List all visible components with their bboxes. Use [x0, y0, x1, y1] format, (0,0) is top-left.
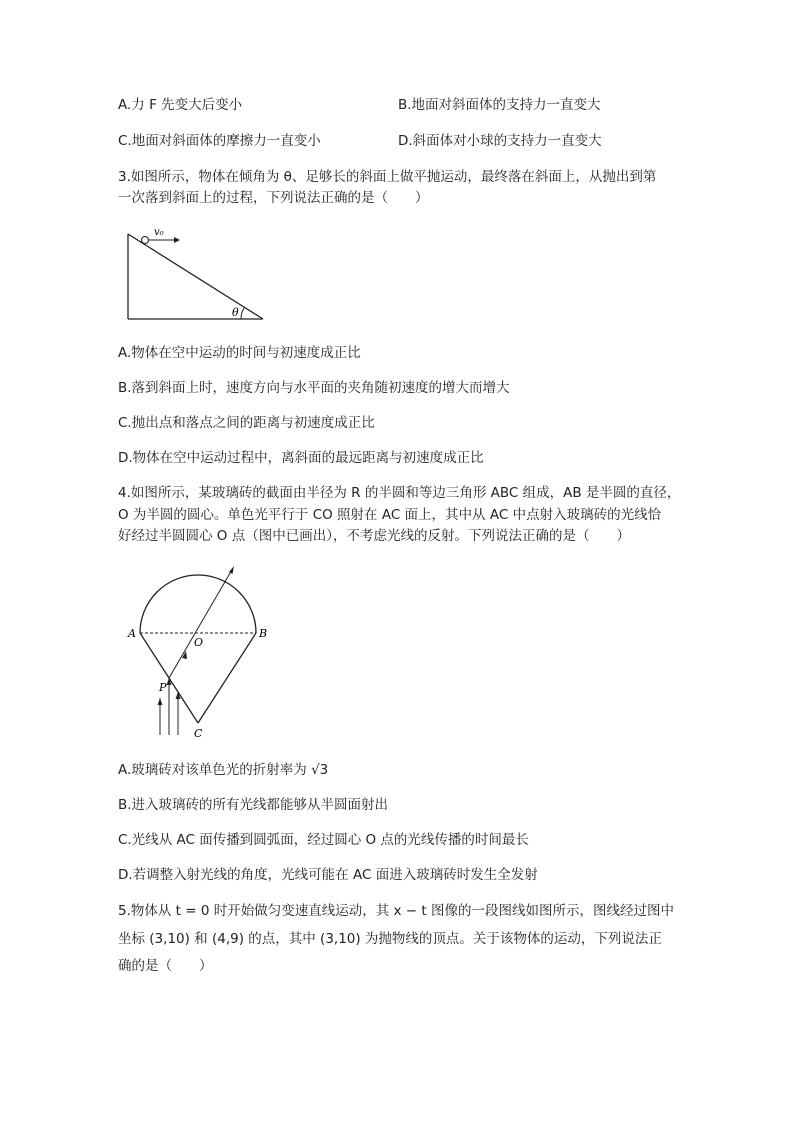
q3-option-a: A.物体在空中运动的时间与初速度成正比 [118, 345, 361, 361]
incident-ray-1-arrowhead [158, 698, 163, 705]
q3-option-b: B.落到斜面上时，速度方向与水平面的夹角随初速度的增大而增大 [118, 380, 510, 396]
q3-option-c: C.抛出点和落点之间的距离与初速度成正比 [118, 415, 375, 431]
q3-stem-line-1: 3.如图所示，物体在倾角为 θ、足够长的斜面上做平抛运动，最终落在斜面上，从抛出到第 [118, 169, 657, 185]
q3-stem-line-2: 一次落到斜面上的过程，下列说法正确的是（ ） [118, 190, 429, 206]
label-b: B [259, 627, 268, 640]
q2-option-a: A.力 F 先变大后变小 [118, 97, 243, 113]
ball [142, 237, 149, 244]
label-a: A [128, 627, 136, 640]
semicircle-arc [140, 575, 256, 633]
q2-option-b: B.地面对斜面体的支持力一直变大 [398, 97, 601, 113]
q4-option-b: B.进入玻璃砖的所有光线都能够从半圆面射出 [118, 797, 389, 813]
label-c: C [194, 727, 203, 740]
incline-slope [128, 234, 263, 319]
velocity-arrowhead [174, 237, 180, 243]
q4-option-c: C.光线从 AC 面传播到圆弧面，经过圆心 O 点的光线传播的时间最长 [118, 832, 529, 848]
q2-option-c: C.地面对斜面体的摩擦力一直变小 [118, 133, 321, 149]
theta-arc [241, 308, 244, 319]
side-bc [198, 633, 256, 723]
q5-stem-line-2: 坐标 (3,10) 和 (4,9) 的点，其中 (3,10) 为抛物线的顶点。关于该物体的运动，下列说法正 [118, 931, 662, 947]
q4-option-d: D.若调整入射光线的角度，光线可能在 AC 面进入玻璃砖时发生全发射 [118, 867, 538, 883]
q4-stem-line-1: 4.如图所示，某玻璃砖的截面由半径为 R 的半圆和等边三角形 ABC 组成，AB 是半圆的直径， [118, 485, 681, 501]
label-p: P [159, 681, 167, 694]
q5-stem-line-3: 确的是（ ） [118, 958, 213, 974]
q4-glass-prism-figure [118, 558, 278, 743]
theta-label: θ [232, 306, 239, 319]
q4-option-a: A.玻璃砖对该单色光的折射率为 √3 [118, 762, 329, 778]
label-o: O [194, 636, 204, 649]
q3-incline-figure [118, 224, 268, 324]
q4-stem-line-3: 好经过半圆圆心 O 点（图中已画出），不考虑光线的反射。下列说法正确的是（ ） [118, 528, 630, 544]
q2-option-d: D.斜面体对小球的支持力一直变大 [398, 133, 602, 149]
q3-option-d: D.物体在空中运动过程中，离斜面的最远距离与初速度成正比 [118, 450, 484, 466]
q4-stem-line-2: O 为半圆的圆心。单色光平行于 CO 照射在 AC 面上，其中从 AC 中点射入玻璃砖的光线恰 [118, 507, 662, 523]
v0-label: v₀ [154, 227, 164, 238]
refracted-ray [169, 568, 233, 678]
q5-stem-line-1: 5.物体从 t = 0 时开始做匀变速直线运动，其 x − t 图像的一段图线如图所示，图线经过图中 [118, 903, 674, 919]
